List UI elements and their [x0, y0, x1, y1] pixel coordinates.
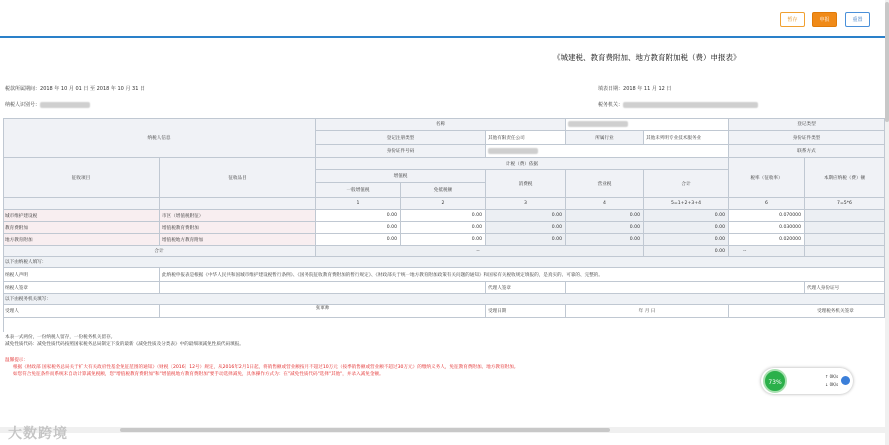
id-doc-no-label: 身份证件号码 [316, 145, 486, 158]
watermark-logo: 大数跨境 [8, 426, 68, 442]
vertical-scrollbar[interactable] [885, 0, 889, 445]
declaration-text: 此纳税申报表是根据《中华人民共和国城市维护建设税暂行条例》、《国务院征收教育费附加的暂行规定》、《财政部关于统一地方教育附加政策有关问题的通知》和国家有关税收规定填报的，是真实的、可靠的、完整的。 [160, 268, 885, 282]
tax-authority-redacted [623, 102, 758, 108]
save-draft-button[interactable]: 暂存 [780, 12, 805, 27]
tax-period [5, 85, 145, 92]
general-vat-input[interactable]: 0.00 [316, 210, 401, 222]
horizontal-scrollbar[interactable] [0, 427, 885, 433]
name-value [566, 118, 729, 131]
reg-type-right-label: 登记类型 [729, 118, 885, 131]
upload-speed-value: 0K/s [829, 374, 839, 379]
consumption-tax-value: 0.00 [486, 222, 566, 234]
levy-item-header: 征收项目 [3, 158, 160, 198]
note-line: 减免性质代码：减免性质代码按照国家税务总局制定下发的最新《减免性质及分类表》中的最细项减免性质代码填报。 [5, 342, 244, 347]
col-num-blank [160, 198, 316, 210]
col-num: 3 [486, 198, 566, 210]
exempt-vat-input[interactable]: 0.00 [401, 210, 486, 222]
exempt-vat-input[interactable]: 0.00 [401, 222, 486, 234]
row-levy-item: 地方教育附加 [3, 234, 160, 246]
exempt-vat-header: 免抵税额 [401, 183, 486, 198]
taxpayer-section-header: 以下由纳税人填写： [3, 257, 885, 268]
col-num-blank [3, 198, 160, 210]
notes [5, 334, 244, 348]
declaration-label: 纳税人声明 [3, 268, 160, 282]
vertical-scroll-thumb[interactable] [885, 2, 889, 122]
row-levy-subitem: 市区（增值税附征） [160, 210, 316, 222]
top-toolbar [0, 0, 885, 38]
upload-speed [825, 374, 838, 379]
payable-header: 本期应纳税（费）额 [805, 158, 885, 198]
rate-header: 税率（征收率） [729, 158, 805, 198]
rate-value: 0.070000 [729, 210, 805, 222]
total-header: 合计 [644, 170, 729, 198]
rate-value: 0.020000 [729, 234, 805, 246]
row-total-value: 0.00 [644, 210, 729, 222]
row-levy-item: 教育费附加 [3, 222, 160, 234]
payable-value [805, 210, 885, 222]
warning-tip [5, 358, 518, 378]
col-num: 2 [401, 198, 486, 210]
sum-dash: -- [316, 246, 644, 257]
exempt-vat-input[interactable]: 0.00 [401, 234, 486, 246]
receiver-label: 受理人 [3, 305, 160, 318]
row-levy-item: 城市维护建设税 [3, 210, 160, 222]
sum-total-value: 0.00 [644, 246, 729, 257]
basis-header: 计税（费）依据 [316, 158, 729, 170]
general-vat-input[interactable]: 0.00 [316, 222, 401, 234]
receive-date-label: 受理日期 [486, 305, 566, 318]
download-arrow-icon: ↓ [825, 382, 830, 387]
rate-value: 0.030000 [729, 222, 805, 234]
reset-button[interactable]: 重置 [845, 12, 870, 27]
reg-type-label: 登记注册类型 [316, 131, 486, 145]
business-tax-value: 0.00 [566, 210, 644, 222]
id-doc-no-input[interactable] [486, 145, 729, 158]
id-doc-type-label: 身份证件类型 [729, 131, 885, 145]
taxpayer-id-redacted [40, 102, 90, 108]
authority-section-header: 以下由税务机关填写： [3, 294, 885, 305]
tax-period-label: 税款所属期间： [5, 86, 41, 92]
levy-subitem-header: 征收品目 [160, 158, 316, 198]
tax-authority-label: 税务机关： [598, 102, 624, 108]
declaration-table [3, 118, 885, 332]
payable-value [805, 234, 885, 246]
agent-signature-field[interactable] [566, 282, 805, 294]
upload-arrow-icon: ↑ [825, 374, 830, 379]
general-vat-header: 一般增值税 [316, 183, 401, 198]
download-speed-value: 0K/s [829, 382, 839, 387]
row-total-value: 0.00 [644, 222, 729, 234]
taxpayer-id-label: 纳税人识别号： [5, 102, 41, 108]
fill-date-value: 2018 年 11 月 12 日 [623, 86, 672, 92]
horizontal-scroll-thumb[interactable] [120, 428, 610, 432]
tax-period-value: 2018 年 10 月 01 日 至 2018 年 10 月 31 日 [40, 86, 145, 92]
business-tax-value: 0.00 [566, 234, 644, 246]
col-num: 1 [316, 198, 401, 210]
industry-label: 所属行业 [566, 131, 644, 145]
consumption-tax-value: 0.00 [486, 210, 566, 222]
sum-rate-dash: -- [729, 246, 805, 257]
accelerate-icon[interactable] [841, 376, 850, 385]
industry-value: 其他未列明专业技术服务业 [644, 131, 729, 145]
consumption-tax-header: 消费税 [486, 170, 566, 198]
payable-value [805, 222, 885, 234]
download-speed [825, 382, 838, 387]
tax-authority [598, 101, 758, 108]
taxpayer-info-header: 纳税人信息 [3, 118, 316, 158]
taxpayer-id [5, 101, 90, 108]
name-redacted [568, 121, 628, 127]
note-line: 本表一式两份，一份纳税人留存，一份税务机关留存。 [5, 335, 116, 340]
warning-line: 如您符合免征条件而系统未自动计算减免税额，您"增值税教育费附加"和"增值税地方教育费附加"要手动选择减免，具体操作方式为：在"减免性质代码"选择"其他"，并录入减免金额。 [13, 371, 384, 377]
row-total-value: 0.00 [644, 234, 729, 246]
consumption-tax-value: 0.00 [486, 234, 566, 246]
fill-date-label: 填表日期： [598, 86, 624, 92]
vat-header: 增值税 [316, 170, 486, 183]
warning-title: 温馨提示： [5, 358, 28, 363]
id-doc-no-redacted [488, 148, 538, 154]
contact-label: 联系方式 [729, 145, 885, 158]
submit-button[interactable]: 申报 [812, 12, 837, 27]
memory-gauge: 73% [763, 369, 787, 393]
sum-label: 合计 [3, 246, 316, 257]
receive-date-value: 年 月 日 [566, 305, 729, 318]
signature-label: 纳税人签章 [3, 282, 160, 294]
agent-id-label: 代理人身份证号 [805, 282, 885, 294]
warning-line: 根据《财政部 国家税务总局关于扩大有关政府性基金免征范围的通知》（财税〔2016〕12号）规定，从2016年2月1日起，将销售额或营业额按月不超过10万元（按季销售额或营业额不超过30万元）的缴纳义务人，免征教育费附加、地方教育附加。 [13, 364, 519, 370]
fill-date [598, 85, 671, 92]
col-num: 4 [566, 198, 644, 210]
name-label: 名称 [316, 118, 566, 131]
form-title: 《城建税、教育费附加、地方教育附加税（费）申报表》 [553, 53, 741, 62]
receiver-name: 张軍帅 [160, 305, 486, 318]
reg-type-value: 其他有限责任公司 [486, 131, 566, 145]
signature-field[interactable] [160, 282, 486, 294]
network-speed-widget[interactable] [761, 368, 853, 394]
business-tax-value: 0.00 [566, 222, 644, 234]
col-num: 6 [729, 198, 805, 210]
receive-authority-label: 受理税务机关签章 [729, 305, 885, 318]
sum-payable-value [805, 246, 885, 257]
row-levy-subitem: 增值税地方教育附加 [160, 234, 316, 246]
col-num: 5=1+2+3+4 [644, 198, 729, 210]
general-vat-input[interactable]: 0.00 [316, 234, 401, 246]
business-tax-header: 营业税 [566, 170, 644, 198]
agent-signature-label: 代理人签章 [486, 282, 566, 294]
col-num: 7=5*6 [805, 198, 885, 210]
row-levy-subitem: 增值税教育费附加 [160, 222, 316, 234]
